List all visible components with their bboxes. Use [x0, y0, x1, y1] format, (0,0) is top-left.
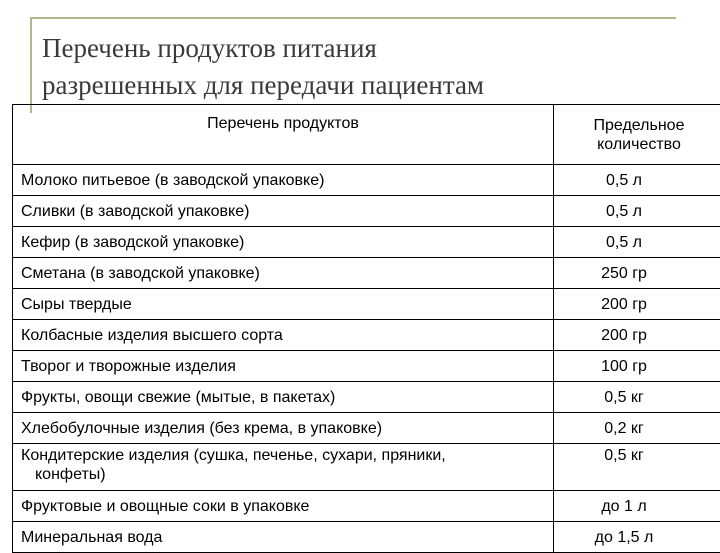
- product-name: Кефир (в заводской упаковке): [13, 227, 554, 258]
- product-quantity: 0,2 кг: [554, 413, 720, 444]
- table-row: [13, 351, 720, 382]
- product-quantity: 0,5 кг: [554, 444, 720, 491]
- product-quantity: до 1 л: [554, 491, 720, 522]
- products-table: [12, 104, 720, 553]
- product-name: Фрукты, овощи свежие (мытые, в пакетах): [13, 382, 554, 413]
- product-name: Минеральная вода: [13, 522, 554, 553]
- product-name: Сметана (в заводской упаковке): [13, 258, 554, 289]
- product-quantity: 0,5 л: [554, 196, 720, 227]
- product-quantity: 0,5 л: [554, 227, 720, 258]
- header-limit-line-2: количество: [597, 136, 681, 153]
- product-name: Колбасные изделия высшего сорта: [13, 320, 554, 351]
- table-row: [13, 320, 720, 351]
- table-row: [13, 165, 720, 196]
- product-quantity: 200 гр: [554, 320, 720, 351]
- table-row: [13, 522, 720, 553]
- table-row: [13, 196, 720, 227]
- product-quantity: 250 гр: [554, 258, 720, 289]
- product-name: Молоко питьевое (в заводской упаковке): [13, 165, 554, 196]
- table-row: [13, 258, 720, 289]
- product-quantity: 200 гр: [554, 289, 720, 320]
- header-limit: [554, 105, 720, 165]
- product-name: Фруктовые и овощные соки в упаковке: [13, 491, 554, 522]
- product-name-line-2: конфеты): [21, 465, 553, 484]
- product-name: Сыры твердые: [13, 289, 554, 320]
- table-row: [13, 227, 720, 258]
- header-products: Перечень продуктов: [13, 105, 554, 165]
- table-row: [13, 382, 720, 413]
- frame-left-line: [30, 17, 32, 113]
- table-row: [13, 491, 720, 522]
- frame-top-line: [30, 17, 676, 19]
- product-name: Хлебобулочные изделия (без крема, в упаковке): [13, 413, 554, 444]
- header-limit-line-1: Предельное: [594, 117, 685, 134]
- title-line-2: разрешенных для передачи пациентам: [42, 70, 484, 100]
- page-title: [42, 30, 702, 104]
- table-row: [13, 289, 720, 320]
- product-quantity: 0,5 кг: [554, 382, 720, 413]
- product-name: Сливки (в заводской упаковке): [13, 196, 554, 227]
- product-name: [13, 444, 554, 491]
- product-quantity: 0,5 л: [554, 165, 720, 196]
- table-row: [13, 444, 720, 491]
- product-name: Творог и творожные изделия: [13, 351, 554, 382]
- title-line-1: Перечень продуктов питания: [42, 33, 377, 63]
- table-header-row: [13, 105, 720, 165]
- product-quantity: до 1,5 л: [554, 522, 720, 553]
- table-row: [13, 413, 720, 444]
- product-quantity: 100 гр: [554, 351, 720, 382]
- product-name-line-1: Кондитерские изделия (сушка, печенье, сухари, пряники,: [21, 447, 446, 464]
